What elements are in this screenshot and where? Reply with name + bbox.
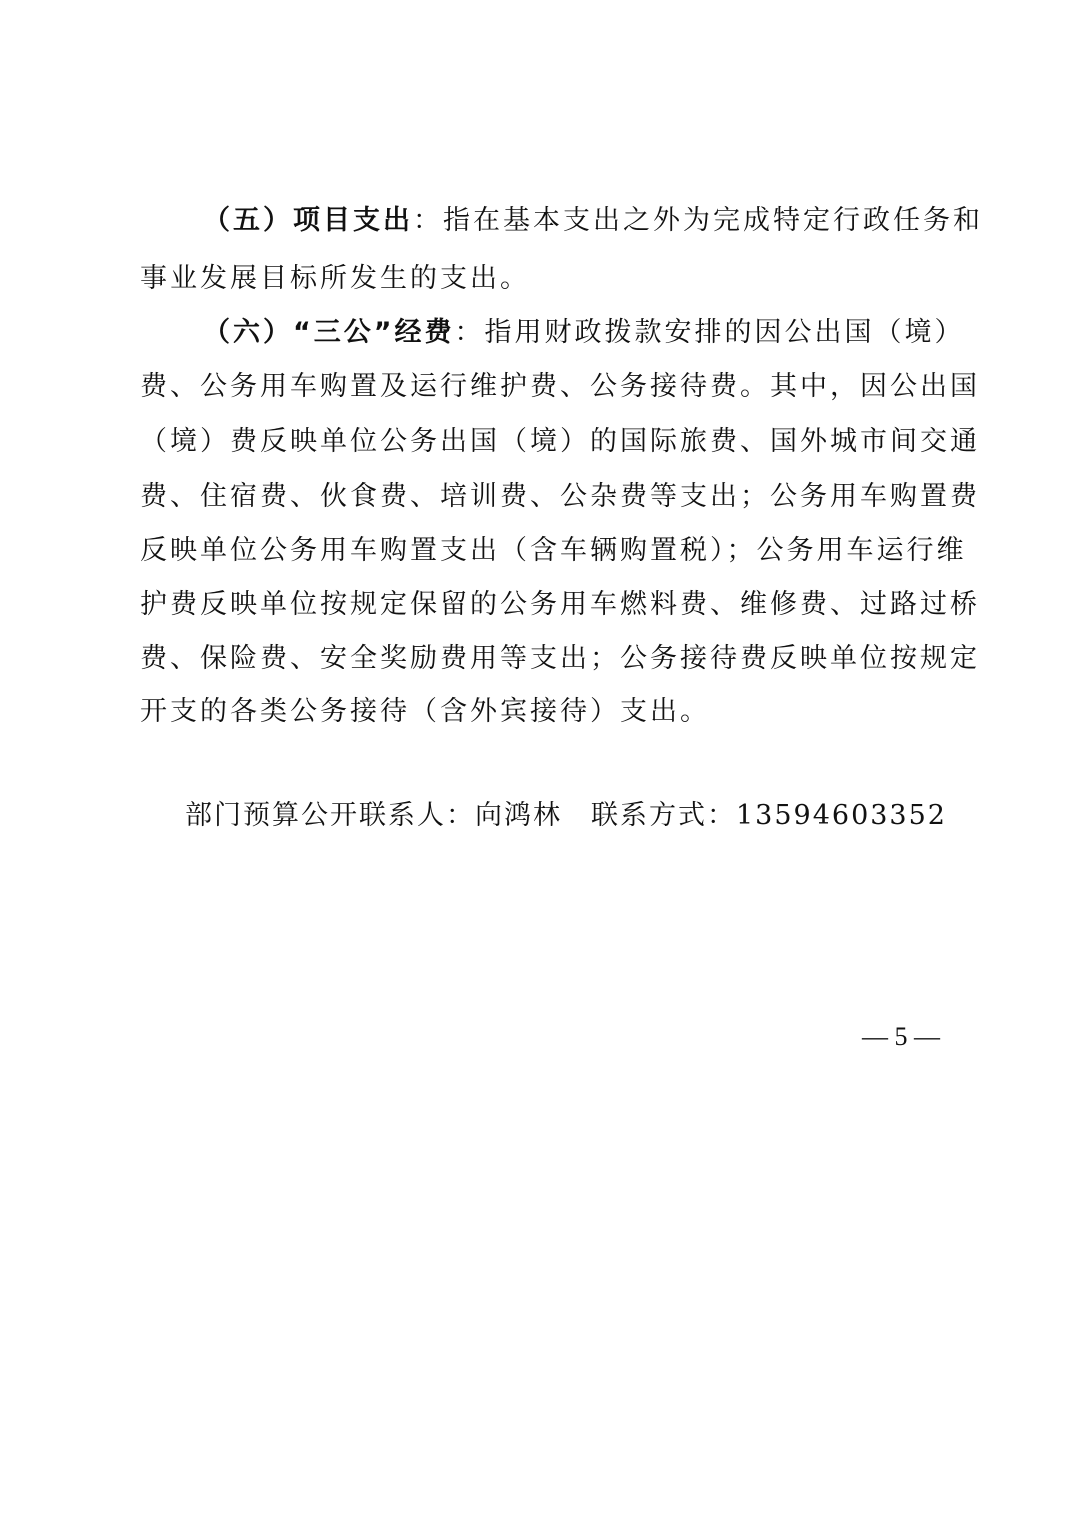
para5-line1	[203, 201, 1003, 241]
para5-heading: （五）项目支出	[203, 205, 413, 236]
para6-line2: 费、公务用车购置及运行维护费、公务接待费。其中，因公出国	[140, 371, 980, 402]
para5-line2: 事业发展目标所发生的支出。	[140, 263, 530, 294]
contact-line: 部门预算公开联系人：向鸿林 联系方式：13594603352	[185, 800, 947, 831]
para6-text1: 指用财政拨款安排的因公出国（境）	[484, 317, 965, 348]
para6-line7: 费、保险费、安全奖励费用等支出；公务接待费反映单位按规定	[140, 643, 980, 674]
para6-heading: （六）“三公”经费	[203, 317, 455, 348]
para6-line4: 费、住宿费、伙食费、培训费、公杂费等支出；公务用车购置费	[140, 481, 980, 512]
page-number: — 5 —	[862, 1022, 940, 1051]
para6-line6: 护费反映单位按规定保留的公务用车燃料费、维修费、过路过桥	[140, 589, 980, 620]
para5-colon: ：	[413, 205, 443, 236]
para6-line1	[203, 313, 1003, 353]
para6-line5: 反映单位公务用车购置支出（含车辆购置税）；公务用车运行维	[140, 535, 967, 566]
para5-text1: 指在基本支出之外为完成特定行政任务和	[443, 205, 983, 236]
para6-colon: ：	[454, 317, 485, 348]
para6-line8: 开支的各类公务接待（含外宾接待）支出。	[140, 696, 710, 727]
para6-line3: （境）费反映单位公务出国（境）的国际旅费、国外城市间交通	[140, 426, 980, 457]
